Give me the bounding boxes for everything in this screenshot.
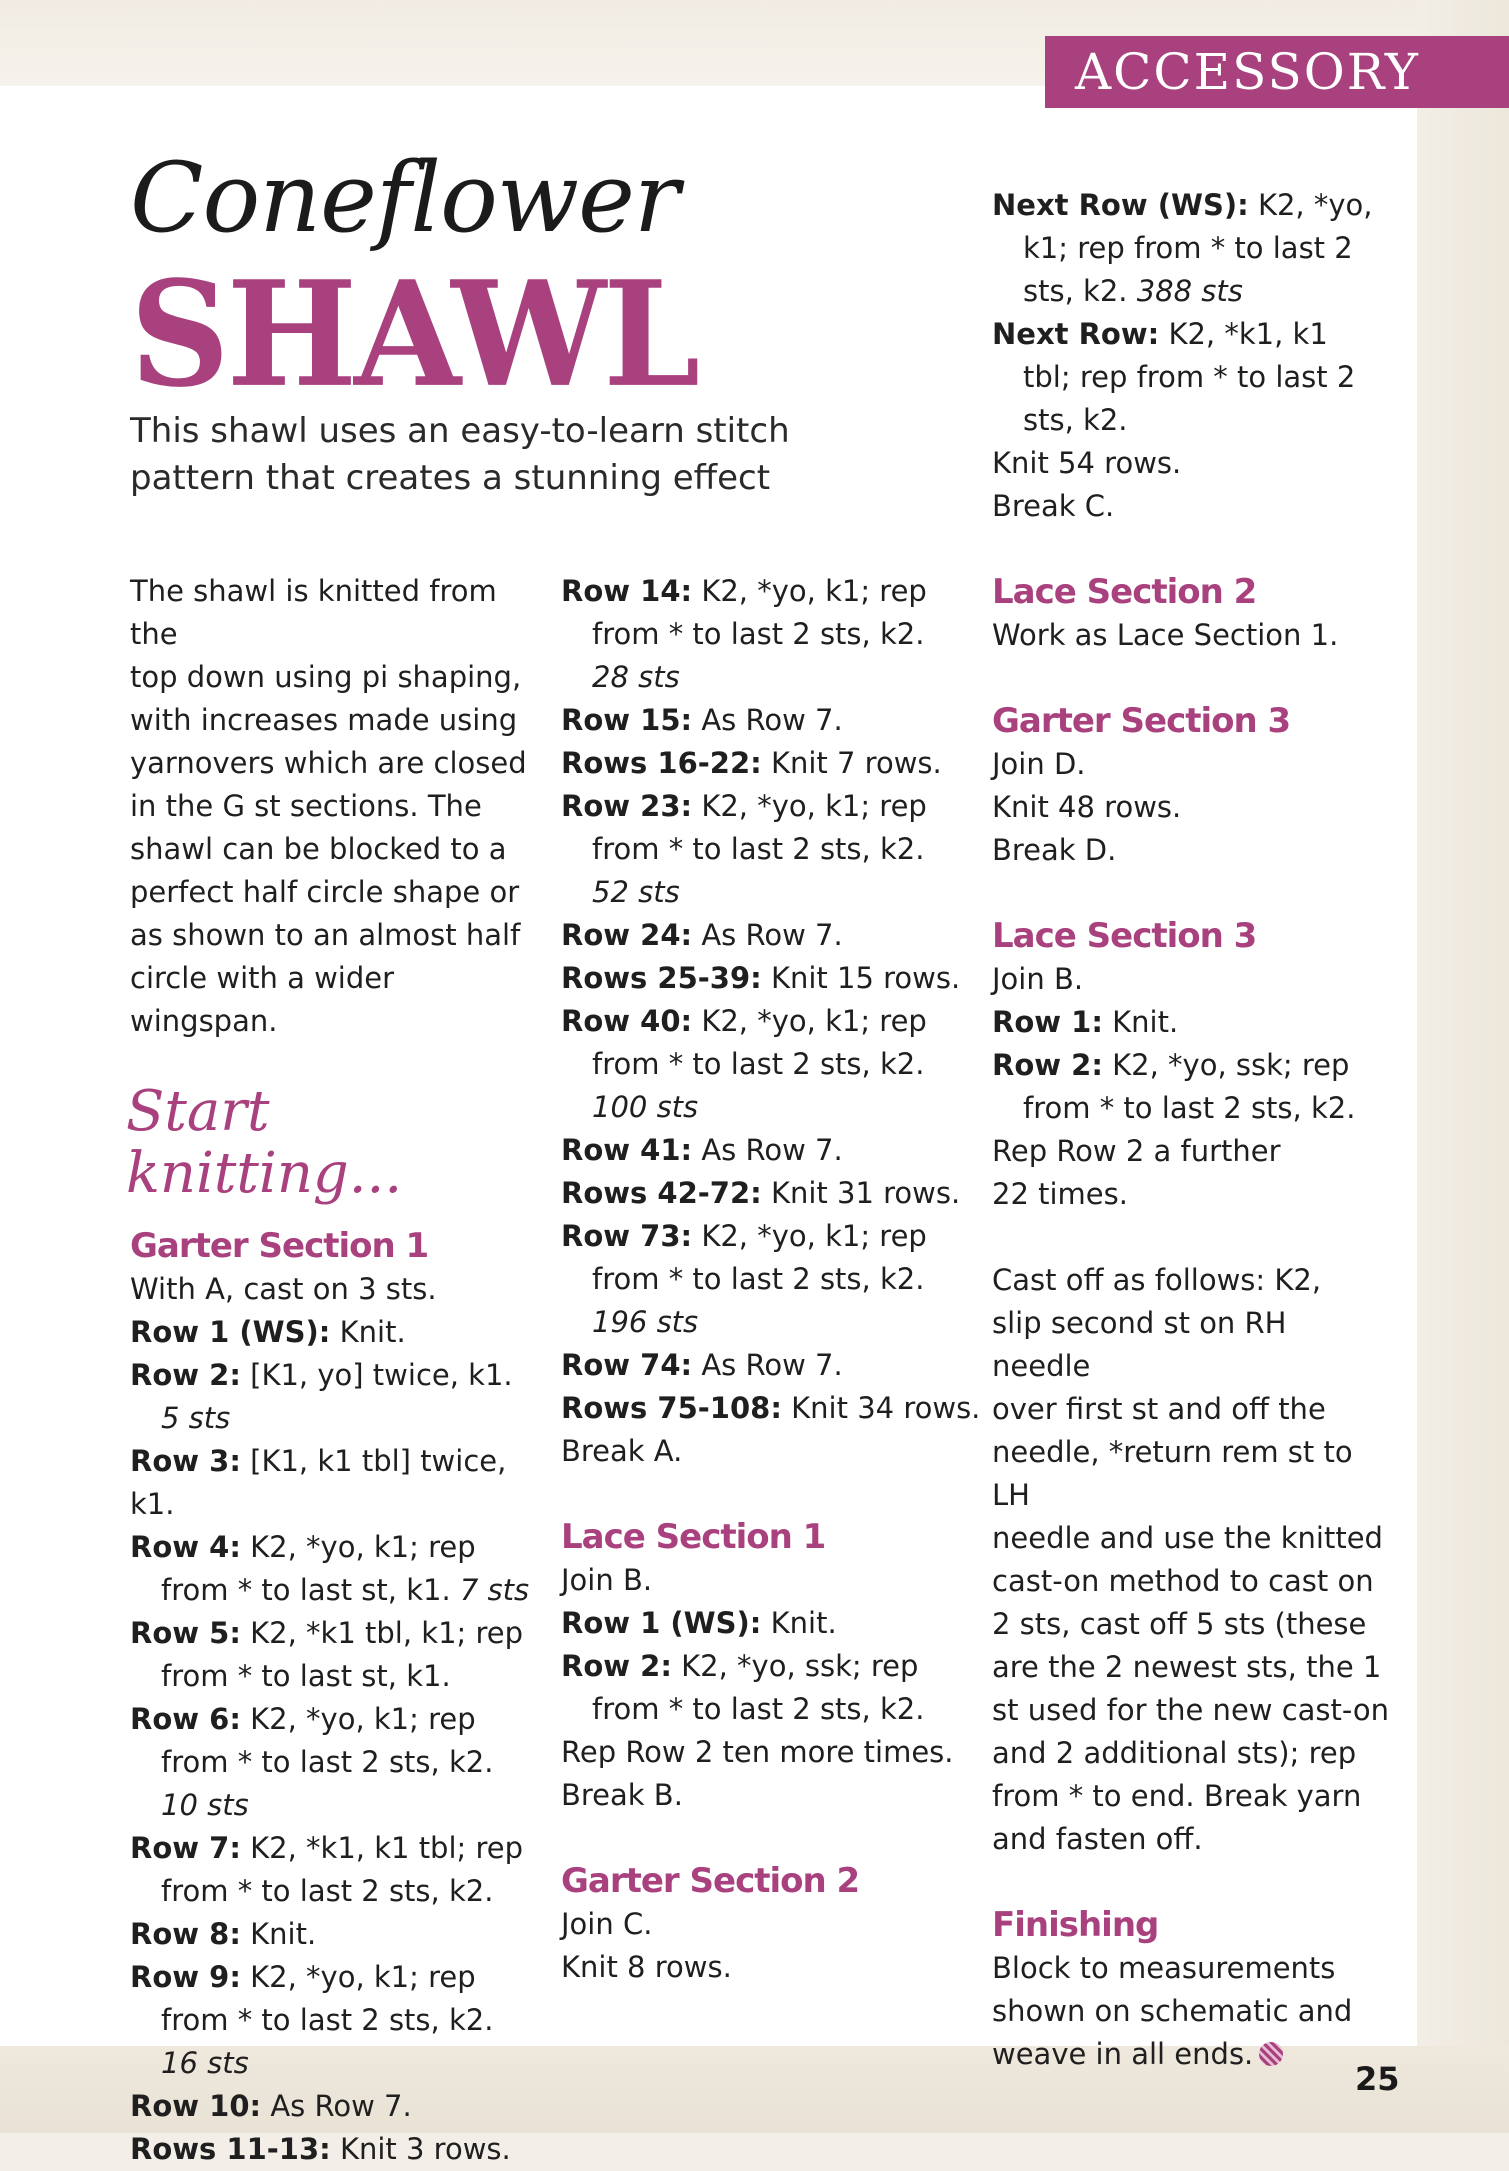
row-text: Knit 31 rows.: [761, 1176, 961, 1210]
row-label: Row 74:: [561, 1348, 693, 1382]
spacer: [992, 528, 1392, 571]
row-continuation: from * to last 2 sts, k2.: [592, 832, 925, 866]
intro-line: as shown to an almost half: [130, 918, 521, 952]
row-73: [561, 1215, 981, 1258]
instruction-line: With A, cast on 3 sts.: [130, 1272, 437, 1306]
cast-off-line: slip second st on RH needle: [992, 1306, 1287, 1383]
cast-off-line: needle and use the knitted: [992, 1521, 1383, 1555]
next-row-ws: [992, 184, 1392, 227]
instruction-line: Knit 48 rows.: [992, 790, 1182, 824]
cast-off-line: Cast off as follows: K2,: [992, 1263, 1322, 1297]
subtitle: This shawl uses an easy-to-learn stitch pattern that creates a stunning effect: [130, 411, 790, 498]
intro-line: yarnovers which are closed: [130, 746, 527, 780]
row-label: Row 24:: [561, 918, 693, 952]
row-text: K2, *yo, k1; rep: [240, 1702, 476, 1736]
row-2: [561, 1645, 981, 1688]
row-label: Row 3:: [130, 1444, 241, 1478]
row-text: K2, *yo, k1; rep: [692, 1004, 927, 1038]
column-2: [561, 570, 981, 1989]
cast-off-line: st used for the new cast-on: [992, 1693, 1390, 1727]
row-label: Row 2:: [130, 1358, 241, 1392]
stitch-count: 7 sts: [459, 1573, 530, 1607]
section-banner: ACCESSORY: [1045, 36, 1509, 108]
spacer: [992, 1216, 1392, 1259]
row-label: Row 2:: [561, 1649, 672, 1683]
column-3: [992, 184, 1392, 2076]
row-text: Knit 34 rows.: [781, 1391, 981, 1425]
lace-section-2-heading: Lace Section 2: [992, 572, 1257, 612]
row-text: K2, *k1, k1: [1159, 317, 1328, 351]
spacer: [561, 1817, 981, 1860]
row-text: K2, *yo, k1; rep: [692, 574, 927, 608]
row-label: Row 41:: [561, 1133, 693, 1167]
yarn-ball-icon: [1259, 2042, 1283, 2066]
row-1: [130, 1311, 550, 1354]
start-knitting-heading: Start knitting...: [126, 1079, 403, 1206]
row-continuation: from * to last st, k1.: [161, 1659, 451, 1693]
spacer: [992, 872, 1392, 915]
spacer: [992, 1861, 1392, 1904]
row-continuation: from * to last 2 sts, k2.: [161, 1874, 494, 1908]
row-41: [561, 1129, 981, 1172]
instruction-line: Join C.: [561, 1907, 653, 1941]
row-10: [130, 2085, 550, 2128]
row-label: Row 15:: [561, 703, 693, 737]
row-label: Rows 16-22:: [561, 746, 762, 780]
row-1: [992, 1001, 1392, 1044]
cast-off-line: 2 sts, cast off 5 sts (these: [992, 1607, 1367, 1641]
intro-line: in the G st sections. The: [130, 789, 482, 823]
instruction-line: Break D.: [992, 833, 1117, 867]
row-continuation: from * to last 2 sts, k2.: [592, 617, 925, 651]
stitch-count: 52 sts: [592, 875, 680, 909]
instruction-line: Rep Row 2 a further: [992, 1134, 1281, 1168]
row-label: Rows 75-108:: [561, 1391, 782, 1425]
row-label: Rows 11-13:: [130, 2132, 331, 2166]
cast-off-paragraph: [992, 1259, 1392, 1861]
row-23: [561, 785, 981, 828]
finishing-line: Block to measurements: [992, 1951, 1336, 1985]
intro-line: top down using pi shaping,: [130, 660, 522, 694]
lace-section-3-heading: Lace Section 3: [992, 916, 1257, 956]
row-5: [130, 1612, 550, 1655]
row-label: Row 4:: [130, 1530, 241, 1564]
row-1: [561, 1602, 981, 1645]
page-title: SHAWL: [130, 248, 698, 420]
row-6: [130, 1698, 550, 1741]
row-text: Knit.: [240, 1917, 317, 1951]
row-24: [561, 914, 981, 957]
row-label: Row 7:: [130, 1831, 241, 1865]
row-continuation: from * to last 2 sts, k2.: [161, 2003, 494, 2037]
instruction-line: Break B.: [561, 1778, 683, 1812]
cast-off-line: needle, *return rem st to LH: [992, 1435, 1353, 1512]
instruction-line: Break C.: [992, 489, 1115, 523]
row-text: K2, *k1 tbl, k1; rep: [240, 1616, 524, 1650]
instruction-line: Rep Row 2 ten more times.: [561, 1735, 954, 1769]
row-continuation: from * to last 2 sts, k2.: [592, 1692, 925, 1726]
row-label: Row 1:: [992, 1005, 1103, 1039]
row-74: [561, 1344, 981, 1387]
row-16-22: [561, 742, 981, 785]
row-75-108: [561, 1387, 981, 1430]
instruction-line: Break A.: [561, 1434, 683, 1468]
garter-section-1-heading: Garter Section 1: [130, 1226, 429, 1266]
finishing-line: weave in all ends.: [992, 2033, 1392, 2076]
next-row: [992, 313, 1392, 356]
page-number: 25: [1355, 2060, 1400, 2098]
row-label: Rows 25-39:: [561, 961, 762, 995]
instruction-line: Join D.: [992, 747, 1086, 781]
stitch-count: 388 sts: [1136, 274, 1243, 308]
cast-off-line: are the 2 newest sts, the 1: [992, 1650, 1382, 1684]
row-text: K2, *yo, ssk; rep: [671, 1649, 919, 1683]
instruction-line: Knit 8 rows.: [561, 1950, 732, 1984]
row-7: [130, 1827, 550, 1870]
stitch-count: 28 sts: [592, 660, 680, 694]
intro-line: perfect half circle shape or: [130, 875, 520, 909]
stitch-count: 196 sts: [592, 1305, 699, 1339]
intro-paragraph: [130, 570, 550, 1043]
row-8: [130, 1913, 550, 1956]
row-label: Row 40:: [561, 1004, 693, 1038]
row-label: Row 5:: [130, 1616, 241, 1650]
row-text: K2, *yo, k1; rep: [240, 1960, 476, 1994]
row-text: Knit.: [761, 1606, 837, 1640]
stitch-count: 100 sts: [592, 1090, 699, 1124]
row-25-39: [561, 957, 981, 1000]
row-42-72: [561, 1172, 981, 1215]
stitch-count: 10 sts: [161, 1788, 249, 1822]
row-text: K2, *yo, k1; rep: [240, 1530, 476, 1564]
spacer: [561, 1473, 981, 1516]
row-text: As Row 7.: [261, 2089, 412, 2123]
row-text: As Row 7.: [692, 703, 843, 737]
row-text: K2, *yo,: [1248, 188, 1373, 222]
row-text: As Row 7.: [692, 1348, 843, 1382]
row-text: As Row 7.: [692, 918, 843, 952]
cast-off-line: and fasten off.: [992, 1822, 1203, 1856]
row-text: Knit 15 rows.: [761, 961, 961, 995]
row-40: [561, 1000, 981, 1043]
row-text: K2, *k1, k1 tbl; rep: [240, 1831, 524, 1865]
row-continuation: from * to last 2 sts, k2.: [1023, 1091, 1356, 1125]
lace-section-1-heading: Lace Section 1: [561, 1517, 826, 1557]
row-text: Knit 3 rows.: [330, 2132, 511, 2166]
row-label: Row 6:: [130, 1702, 241, 1736]
row-4: [130, 1526, 550, 1569]
instruction-line: Join B.: [561, 1563, 653, 1597]
finishing-line: shown on schematic and: [992, 1994, 1353, 2028]
row-11-13: [130, 2128, 550, 2171]
stitch-count: 5 sts: [161, 1401, 231, 1435]
row-14: [561, 570, 981, 613]
cast-off-line: and 2 additional sts); rep: [992, 1736, 1357, 1770]
row-text: [K1, yo] twice, k1.: [240, 1358, 513, 1392]
row-continuation: sts, k2.: [1023, 403, 1128, 437]
row-label: Row 10:: [130, 2089, 262, 2123]
row-text: K2, *yo, k1; rep: [692, 1219, 927, 1253]
row-2: [130, 1354, 550, 1397]
cast-off-line: over first st and off the: [992, 1392, 1326, 1426]
cast-off-line: from * to end. Break yarn: [992, 1779, 1362, 1813]
garter-section-3-heading: Garter Section 3: [992, 701, 1291, 741]
row-text: Knit.: [330, 1315, 406, 1349]
row-text: K2, *yo, k1; rep: [692, 789, 927, 823]
row-9: [130, 1956, 550, 1999]
row-label: Row 73:: [561, 1219, 693, 1253]
instruction-line: Join B.: [992, 962, 1084, 996]
garter-section-2-heading: Garter Section 2: [561, 1861, 860, 1901]
row-continuation: tbl; rep from * to last 2: [1023, 360, 1356, 394]
intro-line: circle with a wider wingspan.: [130, 961, 395, 1038]
row-label: Rows 42-72:: [561, 1176, 762, 1210]
instruction-line: 22 times.: [992, 1177, 1128, 1211]
row-label: Row 1 (WS):: [561, 1606, 762, 1640]
row-continuation: from * to last 2 sts, k2.: [592, 1047, 925, 1081]
row-label: Row 9:: [130, 1960, 241, 1994]
row-text: As Row 7.: [692, 1133, 843, 1167]
row-text: Knit.: [1102, 1005, 1179, 1039]
row-2: [992, 1044, 1392, 1087]
cast-off-line: cast-on method to cast on: [992, 1564, 1374, 1598]
column-1: [126, 570, 550, 2171]
row-3: [130, 1440, 550, 1526]
intro-line: with increases made using: [130, 703, 518, 737]
row-text: [K1, k1 tbl] twice, k1.: [130, 1444, 507, 1521]
row-continuation: from * to last 2 sts, k2.: [161, 1745, 494, 1779]
row-continuation: k1; rep from * to last 2: [1023, 231, 1353, 265]
row-text: K2, *yo, ssk; rep: [1102, 1048, 1350, 1082]
stitch-count: 16 sts: [161, 2046, 249, 2080]
finishing-heading: Finishing: [992, 1905, 1159, 1945]
intro-line: The shawl is knitted from the: [130, 574, 497, 651]
row-continuation: sts, k2. 388 sts: [1023, 274, 1243, 308]
instruction-line: Knit 54 rows.: [992, 446, 1182, 480]
row-label: Row 1 (WS):: [130, 1315, 331, 1349]
row-label: Row 14:: [561, 574, 693, 608]
row-label: Row 2:: [992, 1048, 1103, 1082]
row-label: Next Row (WS):: [992, 188, 1249, 222]
background-right: [1417, 0, 1509, 2133]
row-label: Row 8:: [130, 1917, 241, 1951]
row-text: Knit 7 rows.: [761, 746, 942, 780]
row-label: Next Row:: [992, 317, 1160, 351]
row-label: Row 23:: [561, 789, 693, 823]
row-15: [561, 699, 981, 742]
row-continuation: from * to last 2 sts, k2.: [592, 1262, 925, 1296]
instruction-line: Work as Lace Section 1.: [992, 618, 1339, 652]
row-continuation: from * to last st, k1. 7 sts: [161, 1573, 530, 1607]
intro-line: shawl can be blocked to a: [130, 832, 507, 866]
spacer: [992, 657, 1392, 700]
title-script: Coneflower: [130, 142, 679, 254]
